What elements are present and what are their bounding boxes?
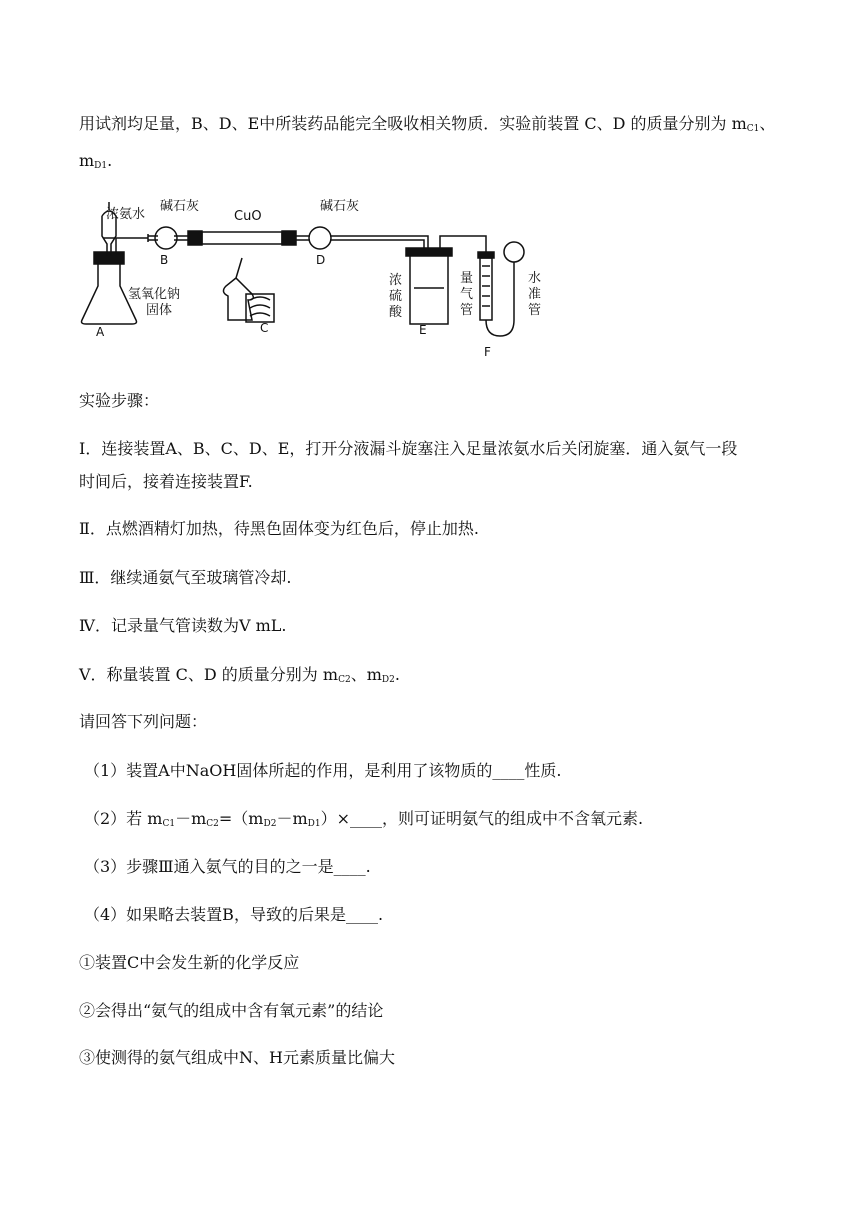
apparatus-diagram bbox=[76, 196, 556, 366]
rubber-hose bbox=[486, 268, 514, 336]
label-conc-ammonia: 浓氨水 bbox=[106, 207, 146, 222]
label-cuo: CuO bbox=[234, 209, 262, 224]
label-acid-1: 浓 bbox=[389, 273, 403, 288]
burner-c bbox=[223, 258, 253, 320]
intro-text: 用试剂均足量，B、D、E中所装药品能完全吸收相关物质．实验前装置 C、D 的质量分别为 m bbox=[79, 114, 747, 133]
gas-burette bbox=[480, 258, 492, 320]
option-1: ①装置C中会发生新的化学反应 bbox=[79, 953, 300, 972]
subscript-d2: D2 bbox=[381, 675, 395, 685]
label-level-3: 管 bbox=[528, 303, 542, 318]
step-4: Ⅳ．记录量气管读数为V mL. bbox=[79, 616, 287, 635]
step-5 bbox=[79, 664, 400, 691]
label-b: B bbox=[160, 253, 169, 267]
step-5-text-c: . bbox=[394, 665, 400, 684]
label-naoh-1: 氢氧化钠 bbox=[128, 287, 181, 302]
label-naoh-2: 固体 bbox=[146, 303, 173, 318]
intro-line-2 bbox=[79, 150, 112, 177]
q2-part-e: ）×____，则可证明氨气的组成中不含氧元素. bbox=[320, 809, 644, 828]
step-1-line-1: Ⅰ．连接装置A、B、C、D、E，打开分液漏斗旋塞注入足量浓氨水后关闭旋塞．通入氨气一段 bbox=[79, 439, 738, 458]
option-3: ③使测得的氨气组成中N、H元素质量比偏大 bbox=[79, 1048, 395, 1067]
label-a: A bbox=[96, 325, 105, 339]
label-soda-lime-d: 碱石灰 bbox=[320, 199, 360, 214]
subscript-c1: C1 bbox=[746, 124, 760, 134]
q2-sub-d1: D1 bbox=[307, 819, 321, 829]
question-3: （3）步骤Ⅲ通入氨气的目的之一是____. bbox=[84, 857, 371, 876]
mass-symbol: m bbox=[79, 151, 95, 170]
question-4: （4）如果略去装置B，导致的后果是____. bbox=[84, 905, 384, 924]
drying-ball-b bbox=[155, 227, 177, 249]
step-1-line-2: 时间后，接着连接装置F. bbox=[79, 472, 253, 491]
q2-sub-c2: C2 bbox=[206, 819, 219, 829]
q2-part-a: （2）若 m bbox=[84, 809, 163, 828]
label-gas-1: 量 bbox=[460, 271, 474, 286]
step-5-text-b: 、m bbox=[350, 665, 382, 684]
q2-part-d: －m bbox=[276, 809, 308, 828]
subscript-c2: C2 bbox=[338, 675, 351, 685]
intro-line-1 bbox=[79, 113, 775, 140]
subscript-d1: D1 bbox=[94, 161, 108, 171]
punct: 、 bbox=[759, 114, 776, 133]
punct: . bbox=[107, 151, 113, 170]
label-acid-2: 硫 bbox=[389, 289, 403, 304]
steps-heading: 实验步骤： bbox=[79, 391, 160, 410]
q2-part-c: =（m bbox=[218, 809, 264, 828]
label-c: C bbox=[260, 321, 269, 335]
step-5-text-a: V．称量装置 C、D 的质量分别为 m bbox=[79, 665, 339, 684]
label-gas-2: 气 bbox=[460, 287, 474, 302]
option-2: ②会得出“氨气的组成中含有氧元素”的结论 bbox=[79, 1001, 384, 1020]
q2-part-b: －m bbox=[175, 809, 207, 828]
q2-sub-c1: C1 bbox=[162, 819, 176, 829]
label-soda-lime-b: 碱石灰 bbox=[160, 199, 200, 214]
label-f: F bbox=[484, 345, 491, 359]
question-2 bbox=[84, 808, 643, 835]
glass-tube-c bbox=[202, 232, 282, 244]
drying-ball-d bbox=[309, 227, 331, 249]
q2-sub-d2: D2 bbox=[263, 819, 277, 829]
label-acid-3: 酸 bbox=[389, 305, 403, 320]
bottle-e bbox=[410, 254, 448, 324]
label-e: E bbox=[419, 323, 427, 337]
questions-heading: 请回答下列问题： bbox=[79, 712, 208, 731]
label-level-2: 准 bbox=[528, 287, 542, 302]
leveling-bulb bbox=[504, 242, 524, 262]
question-1: （1）装置A中NaOH固体所起的作用，是利用了该物质的____性质. bbox=[84, 761, 562, 780]
step-2: Ⅱ．点燃酒精灯加热，待黑色固体变为红色后，停止加热. bbox=[79, 519, 479, 538]
label-d: D bbox=[316, 253, 326, 267]
label-level-1: 水 bbox=[528, 271, 542, 286]
step-3: Ⅲ．继续通氨气至玻璃管冷却. bbox=[79, 568, 292, 587]
label-gas-3: 管 bbox=[460, 303, 474, 318]
